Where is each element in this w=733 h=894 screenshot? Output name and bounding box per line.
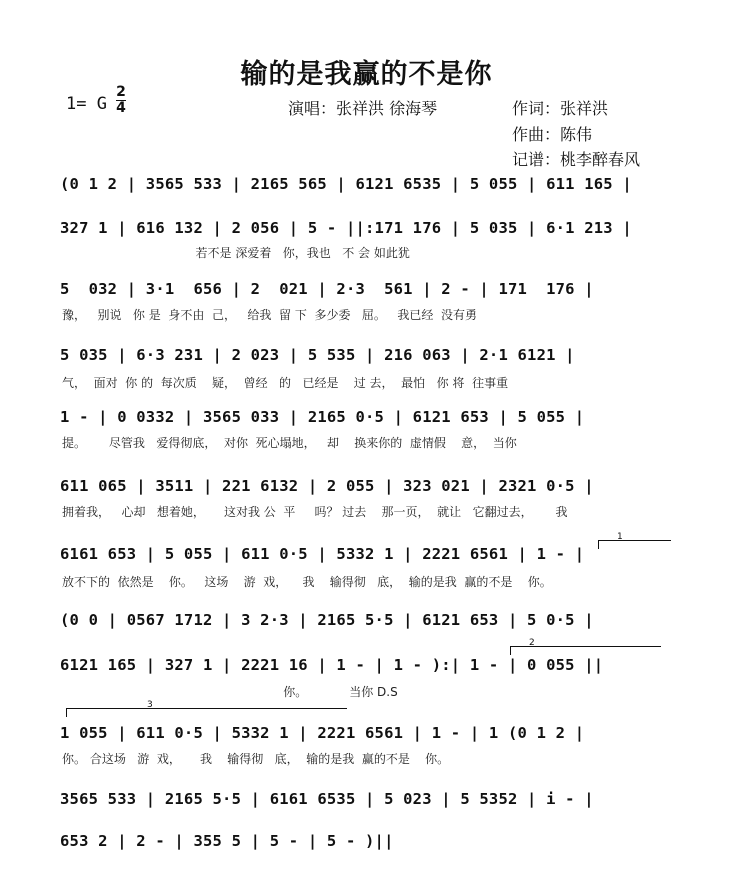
lyric-row-7: 放不下的 依然是 你。 这场 游 戏， 我 输得彻 底， 输的是我 赢的不是 你。 bbox=[62, 575, 552, 589]
transcriber: 记谱：桃李醉春风 bbox=[512, 150, 641, 169]
score-row-3: 5 032 | 3·1 656 | 2 021 | 2·3 561 | 2 - | 171 176 | bbox=[60, 280, 594, 298]
lyric-row-4: 气， 面对 你 的 每次质 疑， 曾经 的 已经是 过 去， 最怕 你 将 往事重 bbox=[62, 376, 509, 390]
score-row-4: 5 035 | 6·3 231 | 2 023 | 5 535 | 216 063 | 2·1 6121 | bbox=[60, 346, 575, 364]
score-row-5: 1 - | 0 0332 | 3565 033 | 2165 0·5 | 6121 653 | 5 055 | bbox=[60, 408, 585, 426]
time-signature bbox=[116, 86, 126, 115]
volta-bracket-3 bbox=[66, 700, 347, 717]
composer: 作曲：陈伟 bbox=[512, 125, 593, 144]
song-title: 输的是我赢的不是你 bbox=[240, 59, 493, 90]
score-row-9: 6121 165 | 327 1 | 2221 16 | 1 - | 1 - ):| 1 - | 0 055 || bbox=[60, 656, 604, 674]
score-row-7: 6161 653 | 5 055 | 611 0·5 | 5332 1 | 2221 6561 | 1 - | bbox=[60, 545, 585, 563]
volta-label-1: 1 bbox=[617, 532, 623, 542]
score-row-8: (0 0 | 0567 1712 | 3 2·3 | 2165 5·5 | 6121 653 | 5 0·5 | bbox=[60, 611, 594, 629]
time-signature-bottom: 4 bbox=[116, 100, 126, 116]
time-signature-top: 2 bbox=[116, 84, 126, 100]
lyricist: 作词：张祥洪 bbox=[512, 99, 609, 118]
volta-label-2: 2 bbox=[529, 638, 535, 648]
lyric-row-10: 你。 合这场 游 戏， 我 输得彻 底， 输的是我 赢的不是 你。 bbox=[62, 752, 450, 766]
volta-bracket-2 bbox=[510, 638, 661, 655]
singers: 演唱：张祥洪 徐海琴 bbox=[288, 99, 438, 118]
score-row-6: 611 065 | 3511 | 221 6132 | 2 055 | 323 021 | 2321 0·5 | bbox=[60, 477, 594, 495]
volta-label-3: 3 bbox=[147, 700, 153, 710]
score-row-11: 3565 533 | 2165 5·5 | 6161 6535 | 5 023 | 5 5352 | i - | bbox=[60, 790, 594, 808]
key-signature: 1= G bbox=[66, 94, 107, 114]
score-row-2: 327 1 | 616 132 | 2 056 | 5 - ||:171 176 | 5 035 | 6·1 213 | bbox=[60, 219, 632, 237]
lyric-row-5: 提。 尽管我 爱得彻底， 对你 死心塌地， 却 换来你的 虚情假 意， 当你 bbox=[62, 436, 517, 450]
lyric-row-6: 拥着我， 心却 想着她， 这对我 公 平 吗？ 过去 那一页， 就让 它翻过去， 我 bbox=[62, 505, 568, 519]
lyric-row-9: 你。 当你 D.S bbox=[62, 685, 398, 699]
score-row-10: 1 055 | 611 0·5 | 5332 1 | 2221 6561 | 1 - | 1 (0 1 2 | bbox=[60, 724, 585, 742]
lyric-row-2: 若不是 深爱着 你，我也 不 会 如此犹 bbox=[62, 246, 410, 260]
score-row-1: (0 1 2 | 3565 533 | 2165 565 | 6121 6535 | 5 055 | 611 165 | bbox=[60, 175, 632, 193]
lyric-row-3: 豫， 别说 你 是 身不由 己， 给我 留 下 多少委 屈。 我已经 没有勇 bbox=[62, 308, 477, 322]
score-row-12: 653 2 | 2 - | 355 5 | 5 - | 5 - )|| bbox=[60, 832, 394, 850]
